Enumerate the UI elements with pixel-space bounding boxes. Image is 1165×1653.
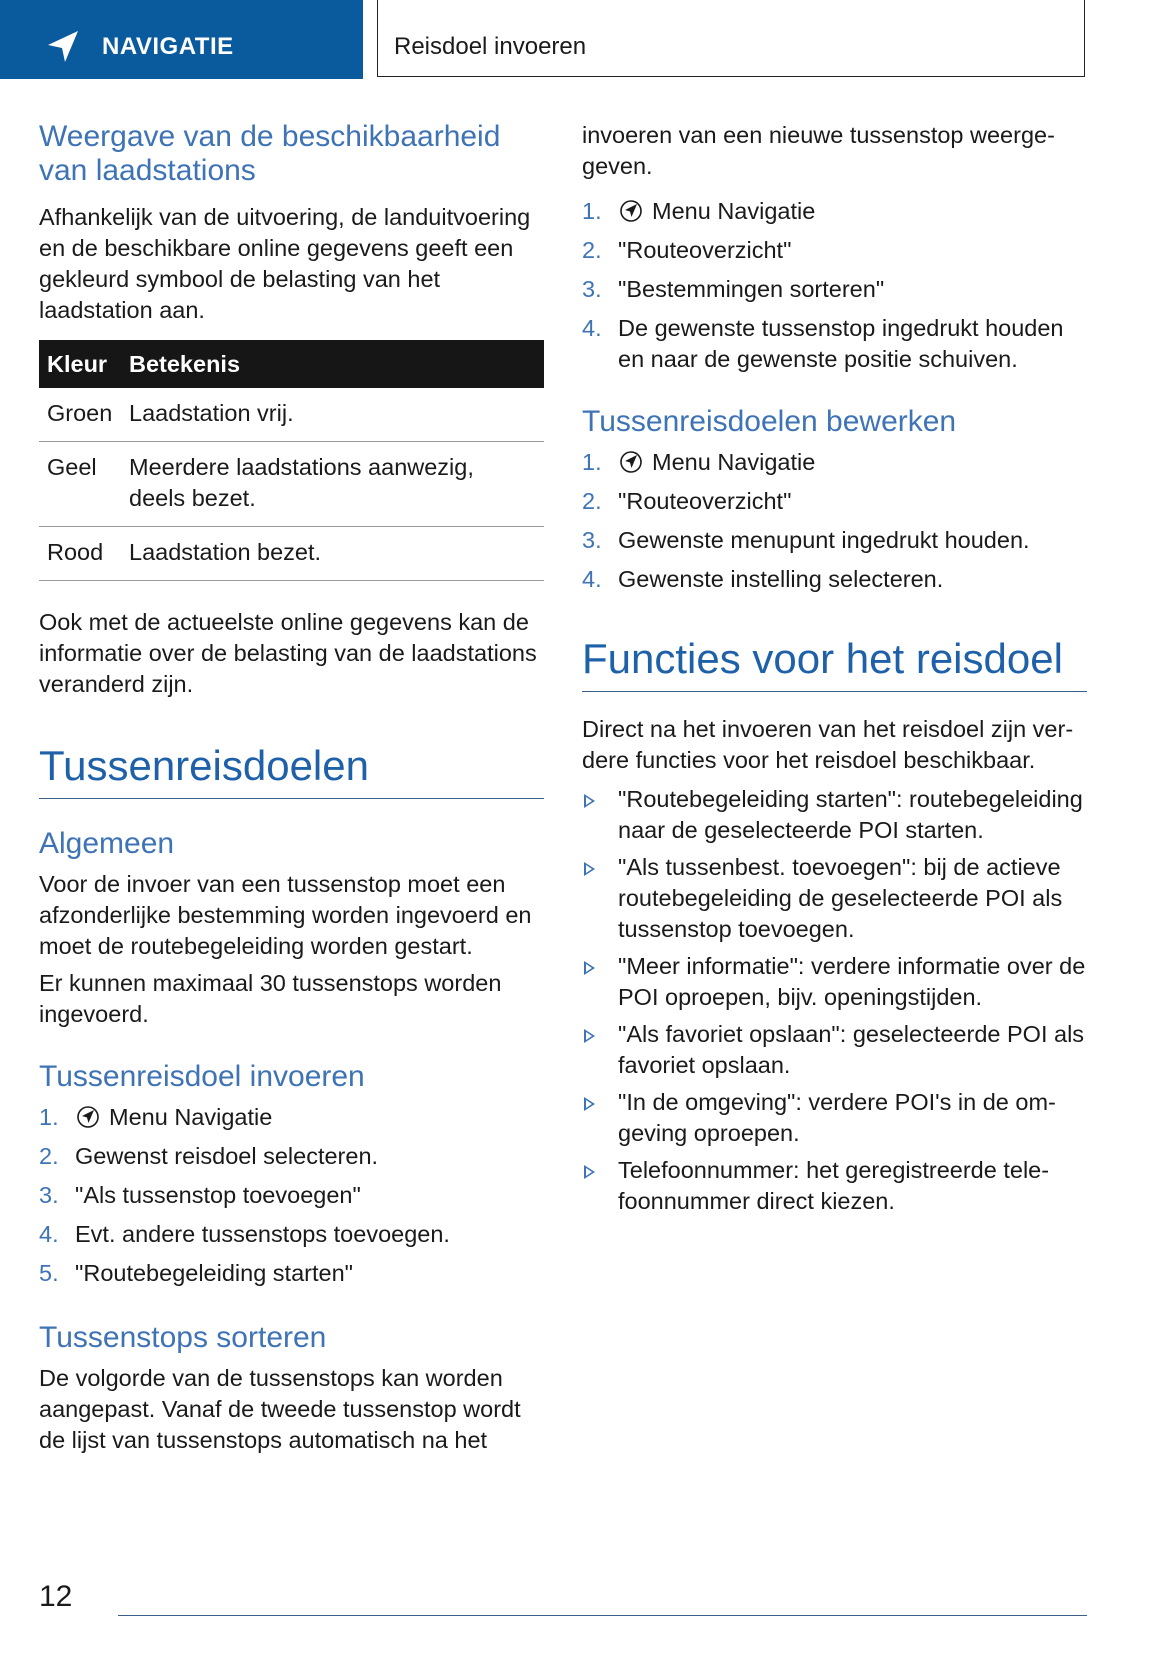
- navigation-menu-icon: [618, 198, 644, 224]
- functies-list: [582, 784, 1087, 1217]
- list-item: "Als favoriet opslaan": geselecteerde POI als favoriet opslaan.: [582, 1019, 1087, 1081]
- page-title-box: [377, 0, 1085, 77]
- navigation-arrow-icon: [46, 30, 80, 64]
- invoeren-heading: Tussenreisdoel invoeren: [39, 1060, 365, 1093]
- algemeen-paragraph: Voor de invoer van een tussenstop moet een afzonderlijke bestemming worden ingevoerd en moet de routebegeleiding worden gestart.: [39, 871, 532, 959]
- table-cell-meaning: Meerdere laadstations aanwezig, deels bezet.: [121, 442, 544, 527]
- triangle-bullet-icon: [584, 794, 595, 808]
- page-title: Reisdoel invoeren: [394, 33, 587, 60]
- algemeen-heading: Algemeen: [39, 827, 175, 860]
- table-header-row: [39, 340, 544, 388]
- availability-note: Ook met de actueelste online gegevens kan de informatie over de belasting van de laadstations veranderd zijn.: [39, 609, 537, 697]
- algemeen-paragraph-2: Er kunnen maximaal 30 tussenstops worden ingevoerd.: [39, 970, 502, 1027]
- functies-heading: Functies voor het reisdoel: [582, 635, 1087, 692]
- bewerken-steps: [582, 447, 1087, 595]
- list-item: "In de omgeving": verdere POI's in de omgeving oproepen.: [582, 1087, 1087, 1149]
- list-item: 4. De gewenste tussenstop ingedrukt houden en naar de gewenste positie schuiven.: [582, 315, 1064, 372]
- functies-intro: Direct na het invoeren van het reisdoel zijn verdere functies voor het reisdoel beschikbaar.: [582, 716, 1074, 773]
- triangle-bullet-icon: [584, 1029, 595, 1043]
- table-cell-meaning: Laadstation vrij.: [121, 388, 544, 442]
- availability-heading: Weergave van de beschikbaarheid van laadstations: [39, 120, 501, 187]
- triangle-bullet-icon: [584, 1165, 595, 1179]
- list-item: 5. "Routebegeleiding starten": [39, 1260, 353, 1286]
- page-header: [0, 0, 1165, 80]
- list-item: 4. Gewenste instelling selecteren.: [582, 566, 944, 592]
- bewerken-heading: Tussenreisdoelen bewerken: [582, 405, 957, 438]
- list-item: "Routebegeleiding starten": routebegeleiding naar de geselecteerde POI starten.: [582, 784, 1087, 846]
- list-item: "Meer informatie": verdere informatie over de POI oproepen, bijv. openingstijden.: [582, 951, 1087, 1013]
- sorteren-paragraph-continued: invoeren van een nieuwe tussenstop weergegeven.: [582, 122, 1055, 179]
- table-row: [39, 388, 544, 442]
- list-item: 2. "Routeoverzicht": [582, 237, 792, 263]
- list-item: 1. Menu Navigatie: [582, 449, 816, 475]
- left-column: [39, 120, 544, 1456]
- footer-rule: [118, 1615, 1087, 1616]
- section-label: NAVIGATIE: [102, 33, 234, 60]
- list-item: Telefoonnummer: het geregistreerde telefoonnummer direct kiezen.: [582, 1155, 1087, 1217]
- triangle-bullet-icon: [584, 961, 595, 975]
- navigation-menu-icon: [618, 449, 644, 475]
- table-cell-color: Rood: [39, 527, 121, 581]
- table-row: [39, 527, 544, 581]
- table-cell-meaning: Laadstation bezet.: [121, 527, 544, 581]
- list-item: 2. Gewenst reisdoel selecteren.: [39, 1143, 379, 1169]
- list-item: 3. "Bestemmingen sorteren": [582, 276, 885, 302]
- table-header-color: Kleur: [39, 340, 121, 388]
- color-meaning-table: [39, 340, 544, 581]
- table-cell-color: Groen: [39, 388, 121, 442]
- list-item: 3. Gewenste menupunt ingedrukt houden.: [582, 527, 1030, 553]
- availability-intro: Afhankelijk van de uitvoering, de landuitvoering en de beschikbare online gegevens geeft een gekleurd symbool de belasting van het laadstation aan.: [39, 204, 531, 323]
- section-tab: [0, 0, 363, 79]
- sorteren-heading: Tussenstops sorteren: [39, 1321, 327, 1354]
- list-item: 4. Evt. andere tussenstops toevoegen.: [39, 1221, 450, 1247]
- sorteren-steps: [582, 196, 1087, 375]
- triangle-bullet-icon: [584, 1097, 595, 1111]
- navigation-menu-icon: [75, 1104, 101, 1130]
- list-item: 1. Menu Navigatie: [39, 1104, 273, 1130]
- list-item: 3. "Als tussenstop toevoegen": [39, 1182, 361, 1208]
- list-item: 1. Menu Navigatie: [582, 198, 816, 224]
- tussenreisdoelen-heading: Tussenreisdoelen: [39, 742, 544, 799]
- right-column: [582, 120, 1087, 1223]
- triangle-bullet-icon: [584, 862, 595, 876]
- list-item: "Als tussenbest. toevoegen": bij de actieve routebegeleiding de geselecteerde POI als tussenstop toevoegen.: [582, 852, 1087, 945]
- list-item: 2. "Routeoverzicht": [582, 488, 792, 514]
- page-number: 12: [39, 1580, 73, 1613]
- table-row: [39, 442, 544, 527]
- sorteren-paragraph: De volgorde van de tussenstops kan worden aangepast. Vanaf de tweede tussenstop wordt de lijst van tussenstops automatisch na het: [39, 1365, 521, 1453]
- invoeren-steps: [39, 1102, 544, 1289]
- table-cell-color: Geel: [39, 442, 121, 527]
- table-header-meaning: Betekenis: [121, 340, 544, 388]
